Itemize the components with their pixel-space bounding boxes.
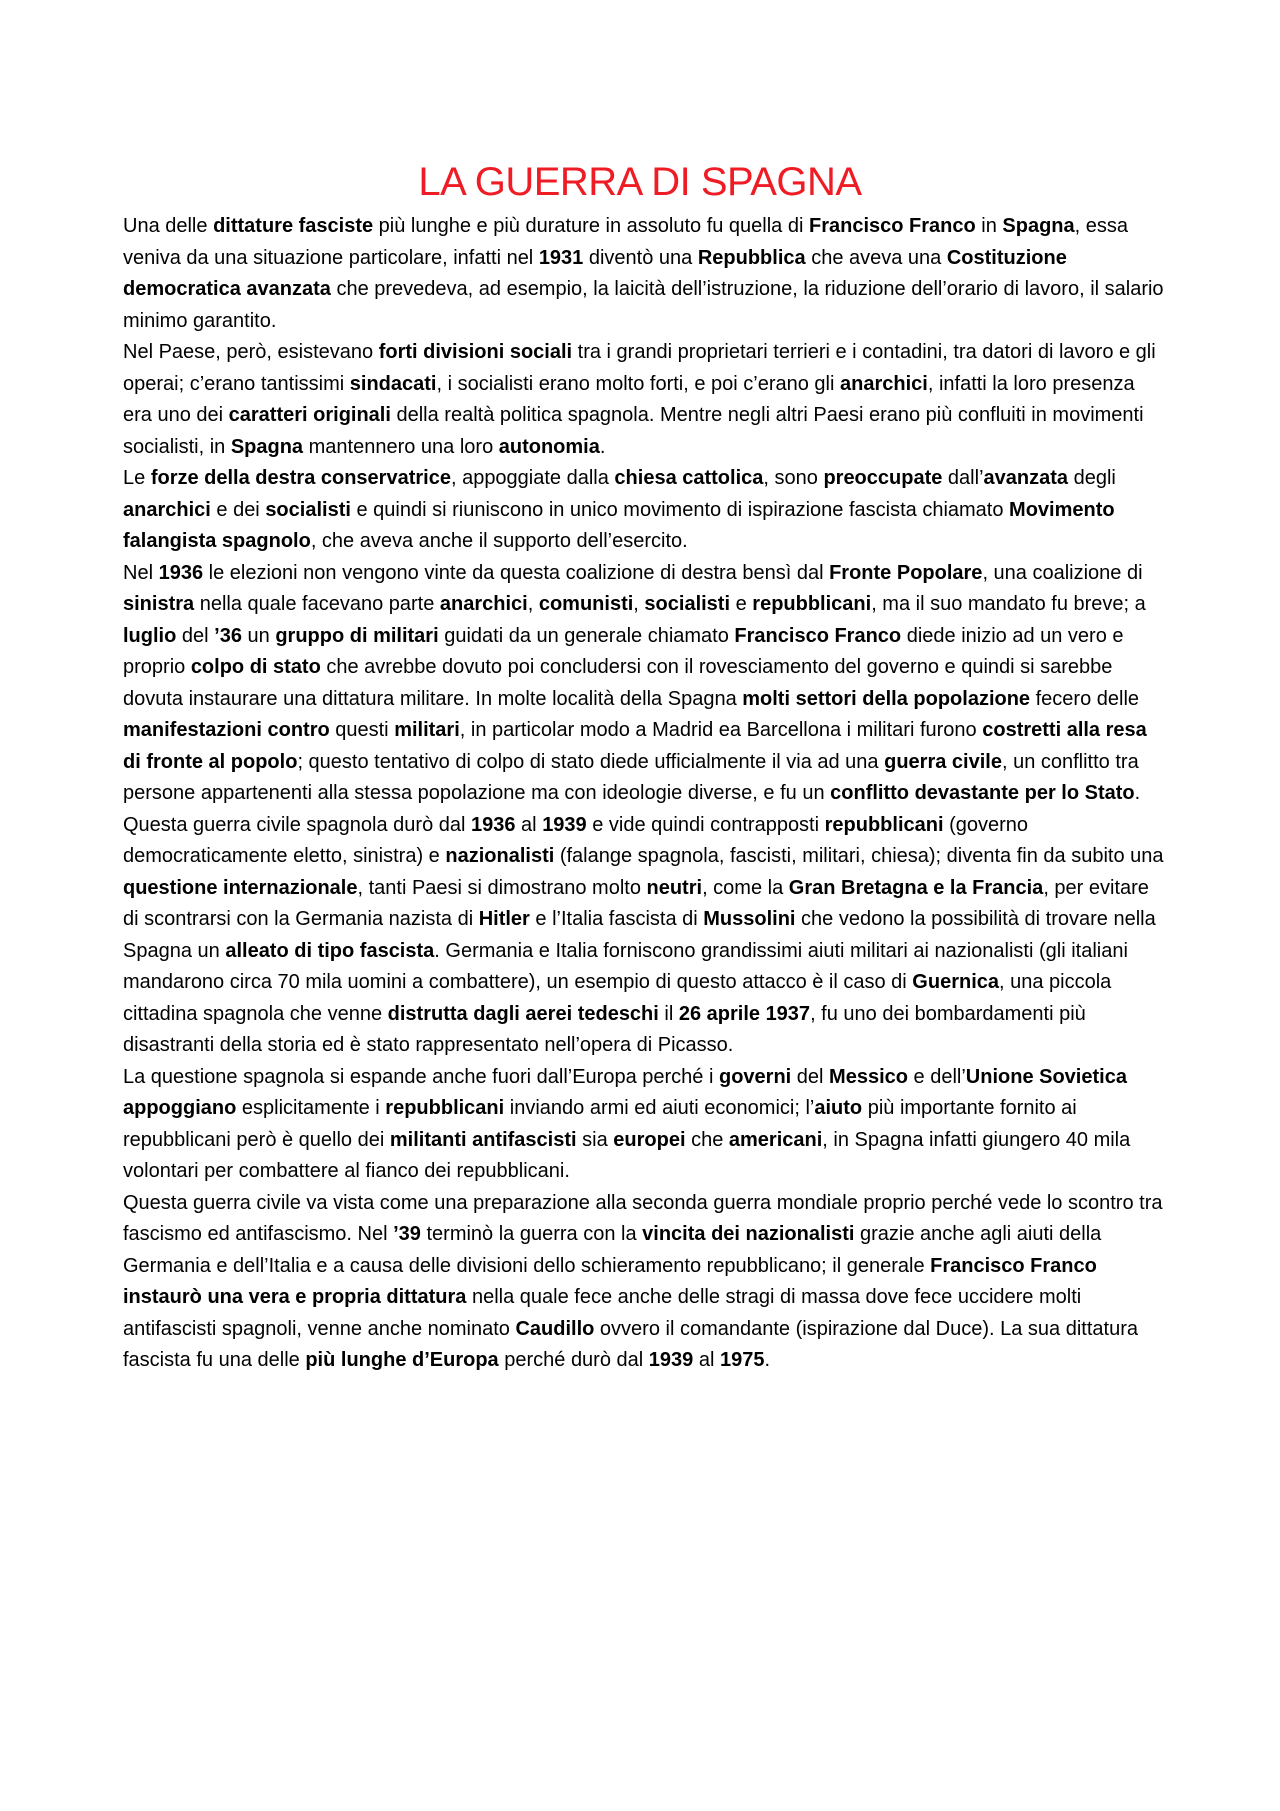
- bold-text: conflitto devastante per lo Stato: [830, 782, 1135, 804]
- text-run: , appoggiate dalla: [450, 467, 615, 489]
- bold-text: militari: [394, 719, 460, 741]
- text-run: al: [515, 813, 543, 836]
- text-run: (falange spagnola, fascisti, militari, chiesa); diventa fin da subito una: [554, 845, 1164, 867]
- bold-text: colpo di stato: [190, 656, 321, 678]
- bold-text: anarchici: [840, 372, 928, 395]
- bold-text: Messico: [829, 1065, 908, 1088]
- text-run: (governo democraticamente eletto, sinistra) e: [123, 813, 1029, 867]
- bold-text: comunisti: [538, 593, 634, 615]
- bold-text: sindacati: [349, 372, 437, 395]
- text-run: .: [599, 435, 606, 458]
- bold-text: forze della destra conservatrice: [150, 467, 451, 489]
- text-run: inviando armi ed aiuti economici; l’: [504, 1097, 815, 1119]
- text-run: , ma il suo mandato fu breve; a: [871, 593, 1146, 615]
- bold-text: vincita dei nazionalisti: [642, 1223, 855, 1245]
- bold-text: 1939: [542, 813, 587, 836]
- bold-text: 1936: [471, 813, 516, 836]
- bold-text: 1931: [538, 246, 584, 269]
- bold-text: questione internazionale: [123, 876, 358, 899]
- bold-text: Spagna: [1002, 215, 1075, 237]
- bold-text: Caudillo: [515, 1317, 595, 1340]
- bold-text: europei: [613, 1128, 686, 1151]
- bold-text: costretti alla resa di fronte al popolo: [123, 719, 1147, 773]
- bold-text: repubblicani: [385, 1097, 505, 1119]
- bold-text: Fronte Popolare: [829, 561, 983, 584]
- bold-text: repubblicani: [752, 593, 872, 615]
- text-run: e quindi si riuniscono in unico movimento di ispirazione fascista chiamato: [350, 498, 1010, 521]
- text-run: che vedono la possibilità di trovare nella Spagna un: [123, 908, 1156, 962]
- text-run: grazie anche agli aiuti della Germania e dell’Italia e a causa delle divisioni dello schieramento repubblicano; il generale: [123, 1223, 1102, 1277]
- paragraph: [123, 1188, 1167, 1377]
- paragraph: [123, 337, 1167, 463]
- bold-text: sinistra: [123, 593, 195, 615]
- bold-text: Costituzione democratica avanzata: [123, 246, 1067, 300]
- paragraph: [123, 558, 1167, 1062]
- text-run: mantennero una loro: [303, 435, 499, 458]
- text-run: ,: [633, 593, 645, 615]
- text-run: e dell’: [907, 1065, 966, 1088]
- text-run: Nel Paese, però, esistevano: [123, 341, 379, 363]
- text-run: , sono: [763, 467, 824, 489]
- bold-text: neutri: [646, 876, 703, 899]
- bold-text: Mussolini: [703, 908, 796, 930]
- bold-text: forti divisioni sociali: [378, 341, 573, 363]
- bold-text: molti settori della popolazione: [742, 687, 1031, 710]
- bold-text: autonomia: [498, 435, 600, 458]
- bold-text: Unione Sovietica appoggiano: [123, 1065, 1127, 1119]
- bold-text: manifestazioni contro: [123, 719, 330, 741]
- text-run: della realtà politica spagnola. Mentre negli altri Paesi erano più confluiti in movimenti socialisti, in: [123, 404, 1144, 458]
- paragraph: [123, 211, 1167, 337]
- bold-text: socialisti: [265, 498, 351, 521]
- text-run: , i socialisti erano molto forti, e poi c’erano gli: [436, 372, 840, 395]
- bold-text: chiesa cattolica: [614, 467, 764, 489]
- bold-text: più lunghe d’Europa: [305, 1349, 499, 1371]
- text-run: Questa guerra civile va vista come una preparazione alla seconda guerra mondiale proprio perché vede lo scontro tra fascismo ed antifascismo. Nel: [123, 1191, 1163, 1245]
- bold-text: caratteri originali: [228, 404, 391, 426]
- bold-text: distrutta dagli aerei tedeschi: [387, 1002, 659, 1025]
- text-run: che aveva una: [805, 246, 947, 269]
- bold-text: alleato di tipo fascista: [225, 939, 435, 962]
- bold-text: nazionalisti: [445, 845, 555, 867]
- bold-text: anarchici: [439, 593, 528, 615]
- bold-text: Repubblica: [697, 246, 806, 269]
- text-run: che avrebbe dovuto poi concludersi con il rovesciamento del governo e quindi si sarebbe dovuta instaurare una dittatura militare. In molte località della Spagna: [123, 656, 1113, 710]
- text-run: , come la: [702, 876, 789, 899]
- text-run: nella quale facevano parte: [194, 593, 440, 615]
- text-run: . Germania e Italia forniscono grandissimi aiuti militari ai nazionalisti (gli italiani mandarono circa 70 mila uomini a combattere), un esempio di questo attacco è il caso di: [123, 939, 1128, 993]
- text-run: .: [764, 1349, 771, 1371]
- text-run: il: [658, 1002, 679, 1025]
- page-title: LA GUERRA DI SPAGNA: [418, 160, 862, 204]
- bold-text: 1936: [158, 561, 204, 584]
- text-run: nella quale fece anche delle stragi di massa dove fece uccidere molti antifascisti spagnoli, venne anche nominato: [123, 1286, 1082, 1340]
- paragraph: [123, 463, 1167, 558]
- text-run: sia: [576, 1128, 614, 1151]
- document-body: [123, 211, 1167, 1377]
- text-run: del: [176, 624, 215, 647]
- text-run: ,: [527, 593, 539, 615]
- text-run: . Questa guerra civile spagnola durò dal: [123, 782, 1141, 836]
- bold-text: dittature fasciste: [213, 215, 374, 237]
- text-run: , fu uno dei bombardamenti più disastranti della storia ed è stato rappresentato nell’opera di Picasso.: [123, 1002, 1086, 1056]
- text-run: guidati da un generale chiamato: [438, 624, 735, 647]
- bold-text: guerra civile: [884, 750, 1002, 773]
- bold-text: luglio: [123, 624, 177, 647]
- text-run: , che aveva anche il supporto dell’esercito.: [310, 530, 688, 552]
- bold-text: Spagna: [230, 435, 304, 458]
- text-run: diventò una: [583, 246, 698, 269]
- text-run: e dei: [210, 498, 266, 521]
- bold-text: anarchici: [123, 498, 211, 521]
- text-run: diede inizio ad un vero e proprio: [123, 624, 1124, 678]
- text-run: più lunghe e più durature in assoluto fu quella di: [373, 215, 809, 237]
- bold-text: militanti antifascisti: [389, 1128, 577, 1151]
- text-run: un: [241, 624, 276, 647]
- bold-text: ’39: [393, 1223, 421, 1245]
- text-run: questi: [329, 719, 395, 741]
- bold-text: preoccupate: [823, 467, 943, 489]
- bold-text: socialisti: [644, 593, 731, 615]
- text-run: , per evitare di scontrarsi con la Germania nazista di: [123, 876, 1149, 930]
- text-run: le elezioni non vengono vinte da questa coalizione di destra bensì dal: [203, 561, 830, 584]
- text-run: , infatti la loro presenza era uno dei: [123, 372, 1135, 426]
- bold-text: Guernica: [912, 971, 999, 993]
- bold-text: gruppo di militari: [275, 624, 439, 647]
- bold-text: 26 aprile 1937: [678, 1002, 811, 1025]
- text-run: , tanti Paesi si dimostrano molto: [357, 876, 647, 899]
- text-run: che: [685, 1128, 729, 1151]
- text-run: degli: [1068, 467, 1116, 489]
- bold-text: ’36: [214, 624, 242, 647]
- text-run: , in Spagna infatti giungero 40 mila volontari per combattere al fianco dei repubblicani.: [123, 1128, 1131, 1182]
- text-run: ovvero il comandante (ispirazione dal Duce). La sua dittatura fascista fu una delle: [123, 1317, 1138, 1371]
- text-run: Le: [123, 467, 151, 489]
- bold-text: 1975: [719, 1349, 765, 1371]
- text-run: , in particolar modo a Madrid ea Barcellona i militari furono: [459, 719, 983, 741]
- bold-text: Francisco Franco: [808, 215, 976, 237]
- bold-text: avanzata: [983, 467, 1069, 489]
- text-run: Una delle: [123, 215, 214, 237]
- text-run: del: [791, 1065, 830, 1088]
- text-run: ; questo tentativo di colpo di stato diede ufficialmente il via ad una: [297, 750, 885, 773]
- bold-text: americani: [728, 1128, 823, 1151]
- text-run: e vide quindi contrapposti: [586, 813, 825, 836]
- text-run: , un conflitto tra persone appartenenti alla stessa popolazione ma con ideologie diverse, e fu un: [123, 750, 1139, 804]
- bold-text: Francisco Franco: [734, 624, 902, 647]
- bold-text: Movimento falangista spagnolo: [123, 498, 1115, 552]
- bold-text: aiuto: [814, 1097, 863, 1119]
- text-run: esplicitamente i: [236, 1097, 386, 1119]
- text-run: dall’: [942, 467, 984, 489]
- bold-text: Gran Bretagna e la Francia: [788, 876, 1044, 899]
- text-run: in: [975, 215, 1003, 237]
- bold-text: governi: [718, 1065, 792, 1088]
- bold-text: repubblicani: [824, 813, 944, 836]
- bold-text: 1939: [648, 1349, 694, 1371]
- text-run: , una coalizione di: [982, 561, 1143, 584]
- text-run: che prevedeva, ad esempio, la laicità dell’istruzione, la riduzione dell’orario di lavoro, il salario minimo garantito.: [123, 278, 1164, 332]
- text-run: e l’Italia fascista di: [529, 908, 704, 930]
- text-run: , una piccola cittadina spagnola che venne: [123, 971, 1112, 1025]
- text-run: Nel: [123, 561, 159, 584]
- text-run: fecero delle: [1030, 687, 1140, 710]
- text-run: più importante fornito ai repubblicani però è quello dei: [123, 1097, 1077, 1151]
- text-run: al: [693, 1349, 720, 1371]
- text-run: , essa veniva da una situazione particolare, infatti nel: [123, 215, 1128, 269]
- paragraph: [123, 1062, 1167, 1188]
- text-run: e: [730, 593, 753, 615]
- text-run: La questione spagnola si espande anche fuori dall’Europa perché i: [123, 1065, 719, 1088]
- bold-text: Francisco Franco instaurò una vera e propria dittatura: [123, 1254, 1097, 1308]
- text-run: perché durò dal: [498, 1349, 649, 1371]
- text-run: terminò la guerra con la: [420, 1223, 643, 1245]
- text-run: tra i grandi proprietari terrieri e i contadini, tra datori di lavoro e gli operai; c’erano tantissimi: [123, 341, 1156, 395]
- bold-text: Hitler: [478, 908, 530, 930]
